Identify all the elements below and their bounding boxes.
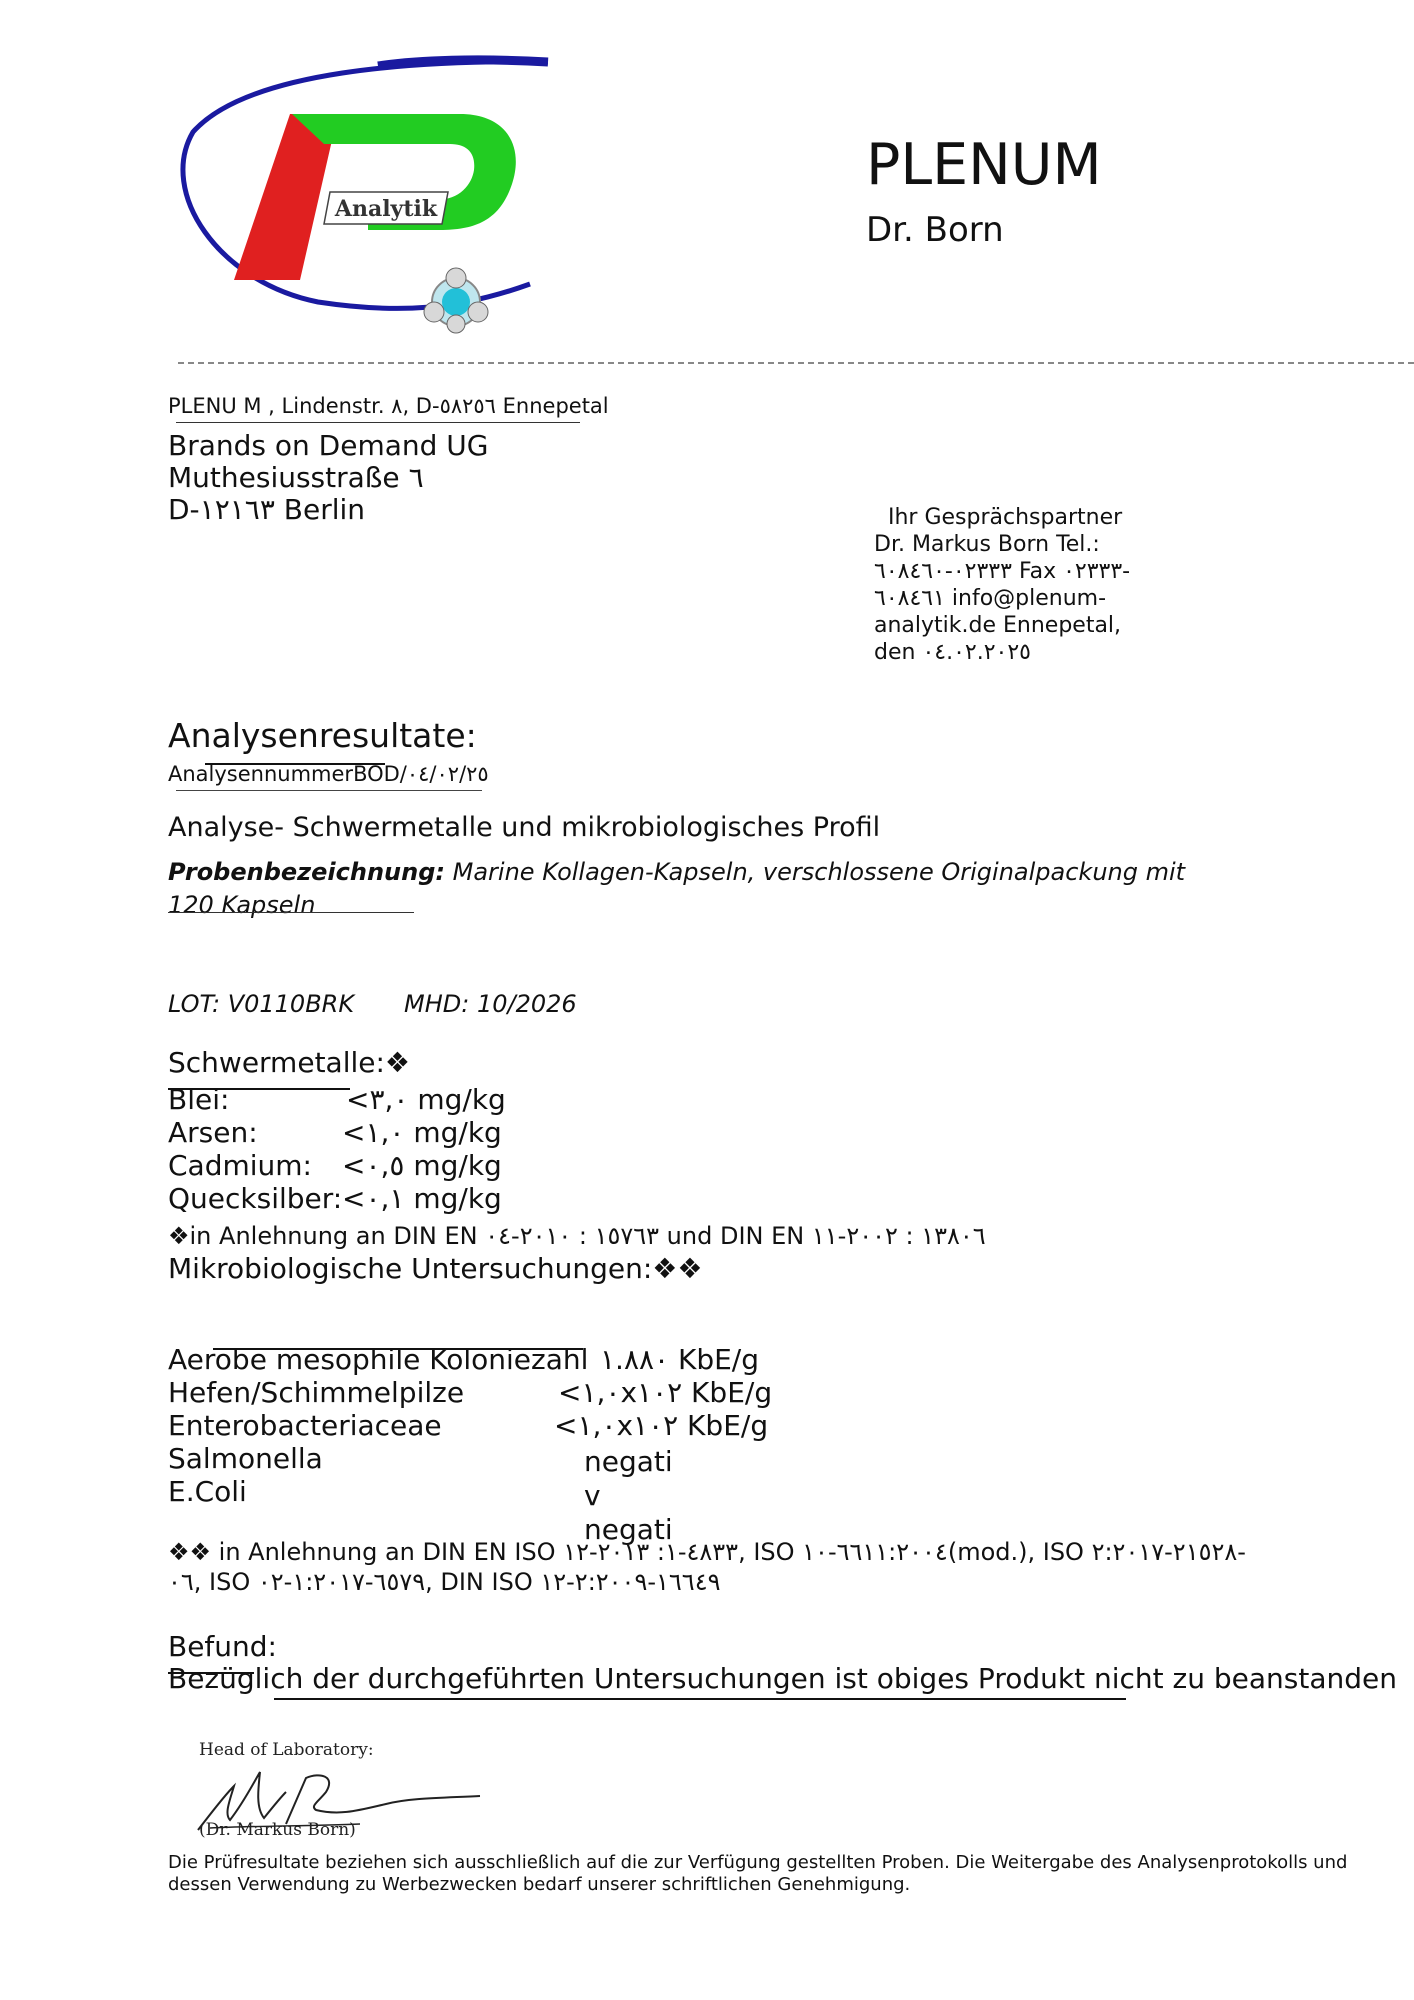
micro-name: Hefen/Schimmelpilze [168, 1376, 465, 1409]
recipient-city: D-١٢١٦٣ Berlin [168, 493, 366, 526]
micro-name: E.Coli [168, 1475, 247, 1508]
report-title: Analysenresultate: [168, 716, 477, 755]
sample-label: Probenbezeichnung: [168, 858, 445, 886]
analysis-number-label: Analysennummer [168, 762, 354, 786]
metal-name: Arsen: [168, 1116, 258, 1149]
recipient-address [168, 430, 489, 526]
signature-heading: Head of Laboratory: [199, 1740, 374, 1760]
micro-value: ١.٨٨٠ KbE/g [600, 1343, 759, 1376]
contact-line: Dr. Markus Born Tel.: [874, 532, 1100, 557]
sender-address-line: PLENU M , Lindenstr. ٨, D-٥٨٢٥٦ Ennepetal [168, 394, 609, 418]
recipient-street: Muthesiusstraße ٦ [168, 461, 424, 494]
analysis-number [168, 762, 489, 786]
conclusion-heading: Befund: [168, 1630, 277, 1663]
recipient-name: Brands on Demand UG [168, 429, 489, 462]
micro-method-note-cont: ٠٦, ISO ٦٥٧٩-١:٢٠١٧-٠٢, DIN ISO ١٦٦٤٩-٢:٢٠٠٩-١٢ [168, 1568, 721, 1596]
heavy-metals-method-note: ❖in Anlehnung an DIN EN ١٥٧٦٣ : ٢٠١٠-٠٤ und DIN EN ١٣٨٠٦ : ٢٠٠٢-١١ [168, 1222, 986, 1250]
contact-line: ٦٠٨٤٦١ info@plenum- [874, 586, 1107, 611]
contact-block [874, 504, 1140, 666]
best-before-date: MHD: 10/2026 [404, 990, 577, 1018]
micro-name: Enterobacteriaceae [168, 1409, 442, 1442]
contact-line: analytik.de Ennepetal, [874, 613, 1122, 638]
analysis-number-value: BOD/٠٤/٠٢/٢٥ [353, 762, 489, 786]
lot-number: LOT: V0110BRK [168, 990, 355, 1018]
footer-disclaimer: Die Prüfresultate beziehen sich ausschließlich auf die zur Verfügung gestellten Proben. Die Weitergabe des Analysenprotokolls und dessen Verwendung zu Werbezwecken bedarf unserer schriftlichen Genehmigung. [168, 1852, 1348, 1895]
micro-value: <١,٠x١٠٢ KbE/g [558, 1376, 773, 1409]
microbiology-heading: Mikrobiologische Untersuchungen:❖❖ [168, 1252, 703, 1285]
header-divider [178, 362, 1414, 364]
company-subtitle: Dr. Born [866, 210, 1004, 250]
logo-analytik-text: Analytik [334, 196, 438, 222]
conclusion-underline [274, 1698, 1126, 1700]
micro-value: <١,٠x١٠٢ KbE/g [554, 1409, 769, 1442]
conclusion-text: Bezüglich der durchgeführten Untersuchungen ist obiges Produkt nicht zu beanstanden [168, 1662, 1397, 1695]
sample-underline [168, 912, 414, 913]
micro-value: negati [584, 1445, 673, 1478]
sample-value: Marine Kollagen-Kapseln, verschlossene Originalpackung mit 120 Kapseln [168, 858, 1186, 919]
micro-value-extra: negati [584, 1513, 673, 1546]
signature-name: (Dr. Markus Born) [199, 1820, 356, 1840]
micro-name: Salmonella [168, 1442, 323, 1475]
micro-value: v [584, 1479, 601, 1512]
company-name: PLENUM [866, 132, 1102, 198]
metal-value: <١,٠ mg/kg [342, 1116, 502, 1149]
metal-value: <٠,١ mg/kg [342, 1182, 502, 1215]
metal-name: Blei: [168, 1083, 230, 1116]
heavy-metals-heading: Schwermetalle:❖ [168, 1046, 411, 1079]
plenum-analytik-logo [178, 52, 558, 352]
metal-value: <٣,٠ mg/kg [346, 1083, 506, 1116]
contact-line: Ihr Gesprächspartner [888, 505, 1123, 530]
contact-date: den ٠٤.٠٢.٢٠٢٥ [874, 640, 1031, 665]
micro-method-note: ❖❖ in Anlehnung an DIN EN ISO ٤٨٣٣-١: ٢٠١٣-١٢, ISO ٦٦١١:٢٠٠٤-١٠(mod.), ISO ٢١٥٢٨-٢:٢٠١٧- [168, 1538, 1246, 1566]
sender-underline [176, 422, 580, 423]
analysis-number-underline [176, 790, 482, 791]
contact-line: ٠٢٣٣٣-٦٠٨٤٦٠ Fax ٠٢٣٣٣- [874, 559, 1131, 584]
metal-name: Cadmium: [168, 1149, 312, 1182]
metal-value: <٠,٥ mg/kg [342, 1149, 502, 1182]
metal-name: Quecksilber: [168, 1182, 343, 1215]
micro-strike-line [213, 1348, 583, 1350]
micro-name: Aerobe mesophile Koloniezahl [168, 1343, 589, 1376]
analysis-description: Analyse- Schwermetalle und mikrobiologisches Profil [168, 812, 881, 843]
